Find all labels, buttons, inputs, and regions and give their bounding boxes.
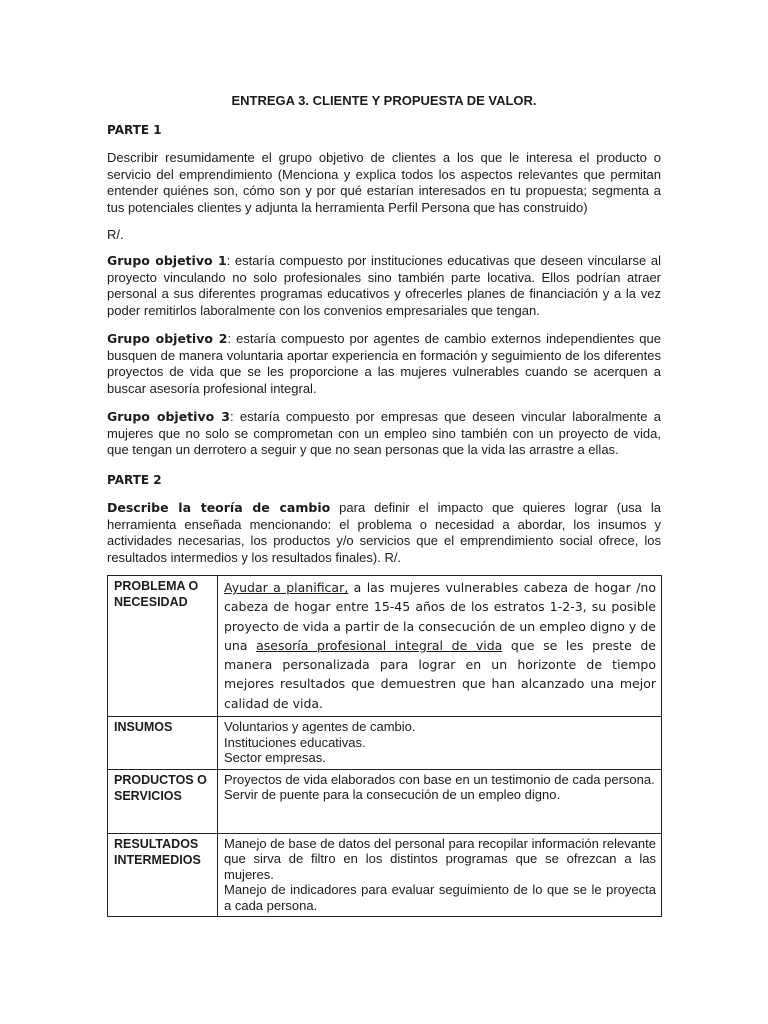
parte-1-instructions: Describir resumidamente el grupo objetivo de clientes a los que le interesa el producto o servicio del emprendimiento (Menciona y explica todos los aspectos relevantes que permitan entender quiénes son, cómo son y por qué estarían interesados en tu propuesta; segmenta a tus potenciales clientes y adjunta la herramienta Perfil Persona que has construido) — [107, 150, 661, 215]
problema-label: PROBLEMA O NECESIDAD — [108, 576, 218, 717]
productos-line: Servir de puente para la consecución de un empleo digno. — [224, 787, 561, 803]
grupo-objetivo-3-label: Grupo objetivo 3 — [107, 409, 230, 424]
parte-2-heading: PARTE 2 — [107, 473, 162, 487]
resultados-label: RESULTADOS INTERMEDIOS — [108, 833, 218, 917]
problema-description — [218, 576, 662, 717]
insumos-line: Voluntarios y agentes de cambio. — [224, 719, 416, 735]
productos-description — [218, 769, 662, 833]
grupo-objetivo-3-text: : estaría compuesto por empresas que deseen vincular laboralmente a mujeres que no solo se comprometan con un empleo sino también con un proyecto de vida, que tengan un derrotero a seguir y que no sean personas que la vida las arrastre a ellas. — [107, 409, 661, 457]
grupo-objetivo-1 — [107, 253, 661, 319]
document-title: ENTREGA 3. CLIENTE Y PROPUESTA DE VALOR. — [231, 93, 537, 108]
table-row — [108, 833, 662, 917]
table-row — [108, 576, 662, 717]
answer-marker: R/. — [107, 227, 124, 242]
theory-of-change-table — [107, 575, 662, 917]
grupo-objetivo-2-text: : estaría compuesto por agentes de cambio externos independientes que busquen de manera voluntaria aportar experiencia en formación y seguimiento de los diferentes proyectos de vida que se les proporcione a las mujeres vulnerables cuando se acerquen a buscar asesoría profesional integral. — [107, 331, 661, 396]
productos-label: PRODUCTOS O SERVICIOS — [108, 769, 218, 833]
grupo-objetivo-1-label: Grupo objetivo 1 — [107, 253, 227, 268]
insumos-description — [218, 717, 662, 770]
productos-line: Proyectos de vida elaborados con base en un testimonio de cada persona. — [224, 771, 655, 787]
problema-underline-1: Ayudar a planificar, — [224, 580, 349, 595]
grupo-objetivo-2 — [107, 331, 661, 397]
resultados-description — [218, 833, 662, 917]
problema-text-1: a las mujeres vulnerables cabeza de hogar /no cabeza de hogar entre 15-45 años de los estratos 1-2-3, su posible proyecto de vida a partir de la consecución de un empleo digno y de una — [224, 580, 656, 653]
grupo-objetivo-3 — [107, 409, 661, 459]
resultados-line: Manejo de indicadores para evaluar seguimiento de lo que se le proyecta a cada persona. — [224, 882, 656, 913]
insumos-line: Sector empresas. — [224, 750, 326, 766]
grupo-objetivo-2-label: Grupo objetivo 2 — [107, 331, 228, 346]
problema-underline-2: asesoría profesional integral de vida — [256, 637, 503, 653]
parte-2-instructions — [107, 500, 661, 566]
table-row — [108, 769, 662, 833]
parte-2-intro-bold: Describe la teoría de cambio — [107, 500, 331, 515]
grupo-objetivo-1-text: : estaría compuesto por instituciones educativas que deseen vincularse al proyecto vinculando no solo profesionales sino también parte locativa. Ellos podrían atraer personal a sus diferentes programas educativos y ofrecerles planes de financiación y a la vez poder remitirlos laboralmente con los convenios empresariales que tengan. — [107, 253, 661, 318]
parte-2-intro-text: para definir el impacto que quieres lograr (usa la herramienta enseñada mencionando: el problema o necesidad a abordar, los insumos y actividades necesarias, los productos y/o servicios que el emprendimiento social ofrece, los resultados intermedios y los resultados finales). R/. — [107, 500, 661, 565]
table-row — [108, 717, 662, 770]
parte-1-heading: PARTE 1 — [107, 123, 162, 137]
problema-text-2: que se les preste de manera personalizada para lograr en un horizonte de tiempo mejores resultados que demuestren que han alcanzado una mejor calidad de vida. — [224, 637, 656, 711]
resultados-line: Manejo de base de datos del personal para recopilar información relevante que sirva de filtro en los distintos programas que se ofrezcan a las mujeres. — [224, 835, 656, 882]
insumos-line: Instituciones educativas. — [224, 734, 366, 750]
insumos-label: INSUMOS — [108, 717, 218, 770]
